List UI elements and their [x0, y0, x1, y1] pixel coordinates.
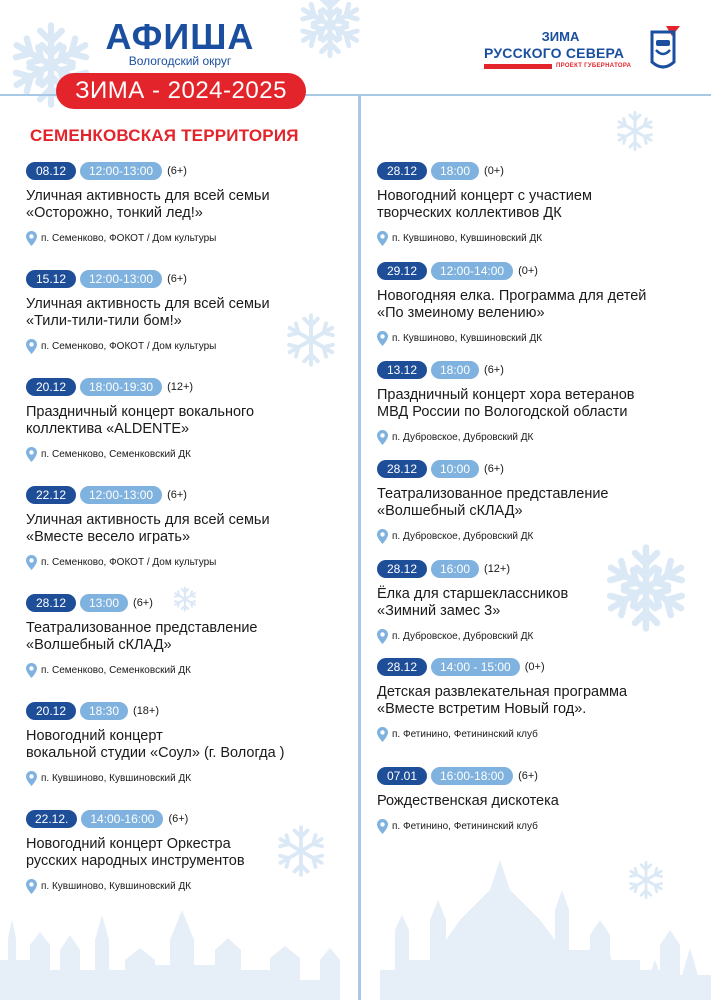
event-location — [26, 339, 346, 355]
event-item — [377, 262, 697, 347]
event-location-text: п. Фетинино, Фетининский клуб — [392, 729, 538, 740]
event-time: 12:00-13:00 — [80, 270, 162, 288]
event-item — [377, 560, 697, 645]
event-title-line1: Праздничный концерт вокального — [26, 404, 255, 420]
location-pin-icon — [26, 663, 37, 678]
event-item — [26, 594, 346, 679]
age-rating: (0+) — [518, 265, 538, 277]
location-pin-icon — [377, 231, 388, 246]
event-title-line2: творческих коллективов ДК — [377, 205, 562, 221]
event-title-line2: «Тили-тили-тили бом!» — [26, 313, 182, 329]
age-rating: (0+) — [524, 661, 545, 673]
event-title-line2: МВД России по Вологодской области — [377, 404, 628, 420]
event-date: 07.01 — [377, 767, 427, 785]
event-location — [377, 819, 697, 835]
event-date: 28.12 — [377, 560, 427, 578]
event-location-text: п. Дубровское, Дубровский ДК — [392, 531, 534, 542]
event-title — [377, 793, 697, 810]
event-title — [377, 288, 697, 322]
event-title-line1: Уличная активность для всей семьи — [26, 296, 270, 312]
event-item — [377, 162, 697, 247]
event-date: 20.12 — [26, 702, 76, 720]
event-title — [26, 620, 346, 654]
event-time: 18:00 — [431, 162, 479, 180]
event-time: 14:00-16:00 — [81, 810, 163, 828]
event-location — [26, 555, 346, 571]
event-item — [377, 460, 697, 545]
event-title-line1: Уличная активность для всей семьи — [26, 512, 270, 528]
event-title-line2: вокальной студии «Соул» (г. Вологда ) — [26, 745, 285, 761]
age-rating: (12+) — [167, 381, 194, 393]
location-pin-icon — [377, 331, 388, 346]
age-rating: (6+) — [133, 597, 153, 609]
event-item — [26, 702, 346, 787]
brand-logo-line3: ПРОЕКТ ГУБЕРНАТОРА — [556, 63, 632, 69]
event-date: 22.12. — [26, 810, 77, 828]
event-title-line1: Новогодняя елка. Программа для детей — [377, 288, 647, 304]
location-pin-icon — [26, 447, 37, 462]
event-date: 20.12 — [26, 378, 76, 396]
event-location-text: п. Семенково, ФОКОТ / Дом культуры — [41, 557, 217, 568]
event-date: 28.12 — [26, 594, 76, 612]
brand-logo-line2: РУССКОГО СЕВЕРА — [484, 45, 625, 61]
event-location-text: п. Семенково, Семенковский ДК — [41, 665, 191, 676]
location-pin-icon — [26, 771, 37, 786]
event-date: 28.12 — [377, 162, 427, 180]
event-title — [26, 404, 346, 438]
event-title — [377, 486, 697, 520]
section-title: СЕМЕНКОВСКАЯ ТЕРРИТОРИЯ — [30, 126, 299, 145]
age-rating: (0+) — [484, 165, 504, 177]
event-time: 18:30 — [80, 702, 128, 720]
event-title-line2: «Волшебный сКЛАД» — [26, 637, 172, 653]
event-title-line1: Праздничный концерт хора ветеранов — [377, 387, 635, 403]
location-pin-icon — [377, 529, 388, 544]
poster-subtitle: Вологодский округ — [128, 54, 232, 68]
event-title-line1: Новогодний концерт — [26, 728, 163, 744]
event-title — [26, 296, 346, 330]
brand-logo-line1: ЗИМА — [541, 29, 580, 44]
event-title-line1: Новогодний концерт Оркестра — [26, 836, 231, 852]
event-time: 18:00 — [431, 361, 479, 379]
age-rating: (6+) — [484, 463, 504, 475]
event-date: 15.12 — [26, 270, 76, 288]
event-date: 29.12 — [377, 262, 427, 280]
event-item — [26, 270, 346, 355]
governor-project-emblem-icon — [644, 22, 684, 74]
age-rating: (6+) — [168, 813, 189, 825]
age-rating: (6+) — [167, 165, 187, 177]
event-title-line2: «Осторожно, тонкий лед!» — [26, 205, 203, 221]
event-location — [377, 430, 697, 446]
event-title — [26, 836, 346, 870]
event-item — [26, 162, 346, 247]
location-pin-icon — [377, 629, 388, 644]
event-title-line2: «По змеиному велению» — [377, 305, 545, 321]
event-location — [26, 447, 346, 463]
event-time: 10:00 — [431, 460, 479, 478]
event-title-line2: русских народных инструментов — [26, 853, 245, 869]
event-location-text: п. Дубровское, Дубровский ДК — [392, 432, 534, 443]
snowflake-icon — [614, 110, 656, 152]
event-title — [26, 188, 346, 222]
age-rating: (18+) — [133, 705, 160, 717]
age-rating: (6+) — [484, 364, 504, 376]
poster-title: АФИША — [105, 16, 255, 57]
event-title-line1: Уличная активность для всей семьи — [26, 188, 270, 204]
event-title-line2: «Вместе встретим Новый год». — [377, 701, 587, 717]
event-location-text: п. Семенково, Семенковский ДК — [41, 449, 191, 460]
event-title-line1: Детская развлекательная программа — [377, 684, 628, 700]
brand-logo — [484, 22, 684, 74]
event-location-text: п. Семенково, ФОКОТ / Дом культуры — [41, 233, 217, 244]
event-location-text: п. Кувшиново, Кувшиновский ДК — [392, 333, 543, 344]
event-location — [377, 231, 697, 247]
event-location-text: п. Кувшиново, Кувшиновский ДК — [41, 773, 192, 784]
event-title-line1: Театрализованное представление — [377, 486, 609, 502]
event-title-line2: «Волшебный сКЛАД» — [377, 503, 523, 519]
event-location — [26, 771, 346, 787]
event-location-text: п. Дубровское, Дубровский ДК — [392, 631, 534, 642]
age-rating: (6+) — [167, 273, 187, 285]
season-banner: ЗИМА - 2024-2025 — [56, 73, 306, 109]
location-pin-icon — [26, 339, 37, 354]
event-location-text: п. Кувшиново, Кувшиновский ДК — [392, 233, 543, 244]
location-pin-icon — [26, 231, 37, 246]
event-location-text: п. Фетинино, Фетининский клуб — [392, 821, 538, 832]
event-title-line1: Рождественская дискотека — [377, 793, 559, 809]
event-time: 16:00-18:00 — [431, 767, 513, 785]
event-title — [26, 512, 346, 546]
event-title-line1: Новогодний концерт с участием — [377, 188, 592, 204]
event-item — [26, 486, 346, 571]
event-title-line1: Театрализованное представление — [26, 620, 258, 636]
event-title — [26, 728, 346, 762]
brand-logo-bar — [484, 64, 552, 69]
event-item — [26, 378, 346, 463]
location-pin-icon — [377, 430, 388, 445]
event-date: 28.12 — [377, 460, 427, 478]
event-location — [377, 629, 697, 645]
event-title-line2: «Зимний замес 3» — [377, 603, 501, 619]
event-title-line2: коллектива «ALDENTE» — [26, 421, 190, 437]
age-rating: (6+) — [518, 770, 538, 782]
event-time: 16:00 — [431, 560, 479, 578]
event-title — [377, 188, 697, 222]
event-item — [377, 361, 697, 446]
event-time: 12:00-13:00 — [80, 486, 162, 504]
event-item — [377, 658, 697, 743]
event-item — [377, 767, 697, 835]
event-location — [26, 879, 346, 895]
event-time: 18:00-19:30 — [80, 378, 162, 396]
event-time: 12:00-14:00 — [431, 262, 513, 280]
event-title — [377, 387, 697, 421]
event-location — [377, 727, 697, 743]
event-title — [377, 684, 697, 718]
event-title — [377, 586, 697, 620]
event-location-text: п. Семенково, ФОКОТ / Дом культуры — [41, 341, 217, 352]
age-rating: (12+) — [484, 563, 511, 575]
location-pin-icon — [377, 727, 388, 742]
event-date: 28.12 — [377, 658, 427, 676]
event-item — [26, 810, 346, 895]
age-rating: (6+) — [167, 489, 187, 501]
location-pin-icon — [26, 879, 37, 894]
event-date: 13.12 — [377, 361, 427, 379]
event-date: 08.12 — [26, 162, 76, 180]
location-pin-icon — [26, 555, 37, 570]
column-divider — [358, 96, 361, 1000]
event-date: 22.12 — [26, 486, 76, 504]
event-location — [26, 663, 346, 679]
event-time: 12:00-13:00 — [80, 162, 162, 180]
event-location — [26, 231, 346, 247]
event-location-text: п. Кувшиново, Кувшиновский ДК — [41, 881, 192, 892]
event-title-line2: «Вместе весело играть» — [26, 529, 191, 545]
event-location — [377, 529, 697, 545]
event-title-line1: Ёлка для старшеклассников — [377, 586, 569, 602]
location-pin-icon — [377, 819, 388, 834]
event-time: 13:00 — [80, 594, 128, 612]
event-time: 14:00 - 15:00 — [431, 658, 520, 676]
event-location — [377, 331, 697, 347]
